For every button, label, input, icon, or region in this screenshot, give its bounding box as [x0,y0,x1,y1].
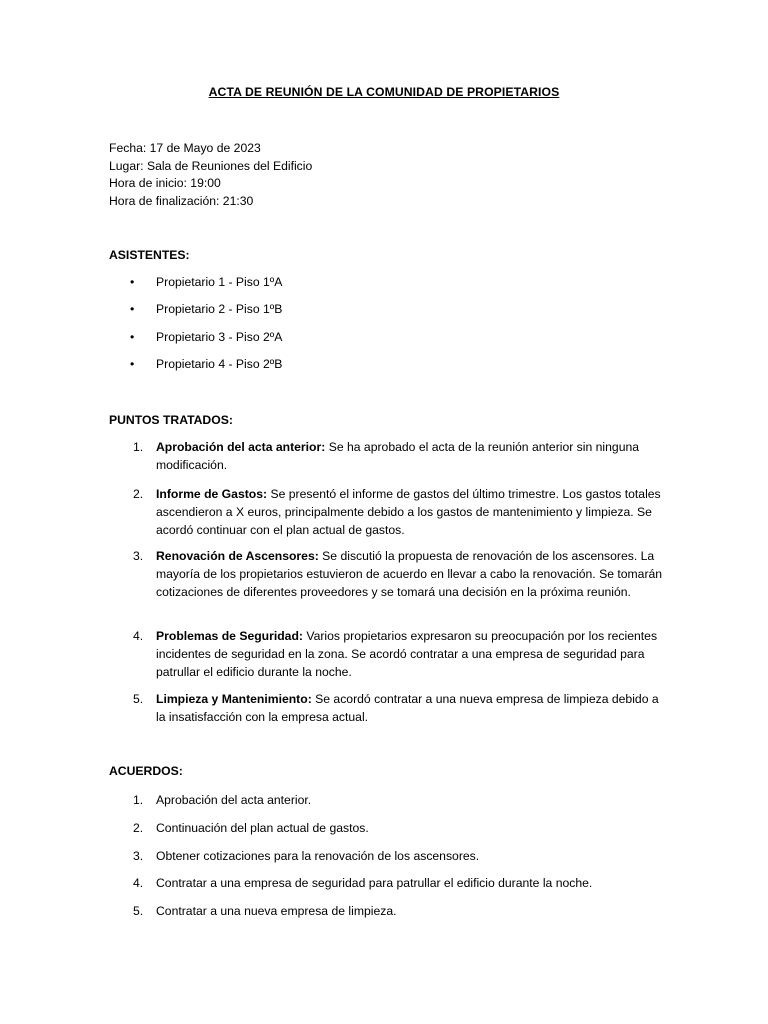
meeting-start-time: Hora de inicio: 19:00 [109,176,221,190]
item-text: Varios propietarios expresaron su preocupación por los recientes incidentes de seguridad en la zona. Se acordó contratar a una empresa de seguridad para patrullar el edificio durante la noche. [156,629,658,680]
bullet-icon: • [130,275,135,289]
points-list [109,438,669,730]
item-lead: Renovación de Ascensores: [156,549,319,563]
list-item [109,547,669,627]
item-lead: Informe de Gastos: [156,487,268,501]
item-number: 1. [133,793,144,807]
item-number: 3. [133,848,144,863]
item-number: 3. [133,549,144,563]
item-number: 5. [133,692,144,706]
item-text: Se ha aprobado el acta de la reunión anterior sin ninguna modificación. [156,440,640,473]
item-text: Se discutió la propuesta de renovación de los ascensores. La mayoría de los propietarios estuvieron de acuerdo en llevar a cabo la renovación. Se tomarán cotizaciones de diferentes proveedores y se tomará una decisión en la próxima reunión. [156,549,663,600]
meeting-info [109,140,312,210]
item-number: 4. [133,629,144,643]
item-number: 2. [133,820,144,835]
agreements-list [109,791,669,930]
attendee-label: Propietario 1 - Piso 1ºA [156,275,283,289]
item-lead: Aprobación del acta anterior: [156,440,326,454]
item-text: Se acordó contratar a una nueva empresa de limpieza debido a la insatisfacción con la empresa actual. [156,692,659,725]
meeting-place: Lugar: Sala de Reuniones del Edificio [109,158,313,173]
item-text: Continuación del plan actual de gastos. [156,820,369,835]
list-item [109,438,669,485]
meeting-date: Fecha: 17 de Mayo de 2023 [109,141,261,155]
item-lead: Limpieza y Mantenimiento: [156,692,312,706]
item-number: 5. [133,904,144,919]
points-heading: PUNTOS TRATADOS: [109,413,233,427]
bullet-icon: • [130,329,135,344]
item-text: Contratar a una nueva empresa de limpieza. [156,904,397,919]
bullet-icon: • [130,356,135,371]
list-item [109,690,669,730]
attendee-label: Propietario 3 - Piso 2ºA [156,329,283,344]
list-item [109,627,669,690]
meeting-end-time: Hora de finalización: 21:30 [109,193,254,208]
bullet-icon: • [130,302,135,317]
item-text: Se presentó el informe de gastos del último trimestre. Los gastos totales ascendieron a X euros, principalmente debido a los gastos de mantenimiento y limpieza. Se acordó continuar con el plan actual de gastos. [156,487,661,538]
attendees-heading: ASISTENTES: [109,248,190,262]
item-text: Aprobación del acta anterior. [156,793,312,807]
item-number: 2. [133,487,144,501]
attendee-label: Propietario 4 - Piso 2ºB [156,356,283,371]
document-title: ACTA DE REUNIÓN DE LA COMUNIDAD DE PROPIETARIOS [208,85,560,99]
item-number: 1. [133,440,144,454]
list-item [109,874,669,902]
list-item [109,847,669,875]
item-lead: Problemas de Seguridad: [156,629,303,643]
list-item [109,902,669,930]
attendee-label: Propietario 2 - Piso 1ºB [156,302,283,317]
list-item [109,819,669,847]
item-number: 4. [133,876,144,891]
item-text: Contratar a una empresa de seguridad para patrullar el edificio durante la noche. [156,876,593,891]
item-text: Obtener cotizaciones para la renovación de los ascensores. [156,848,480,863]
agreements-heading: ACUERDOS: [109,764,183,778]
list-item [109,485,669,547]
list-item [109,791,669,819]
